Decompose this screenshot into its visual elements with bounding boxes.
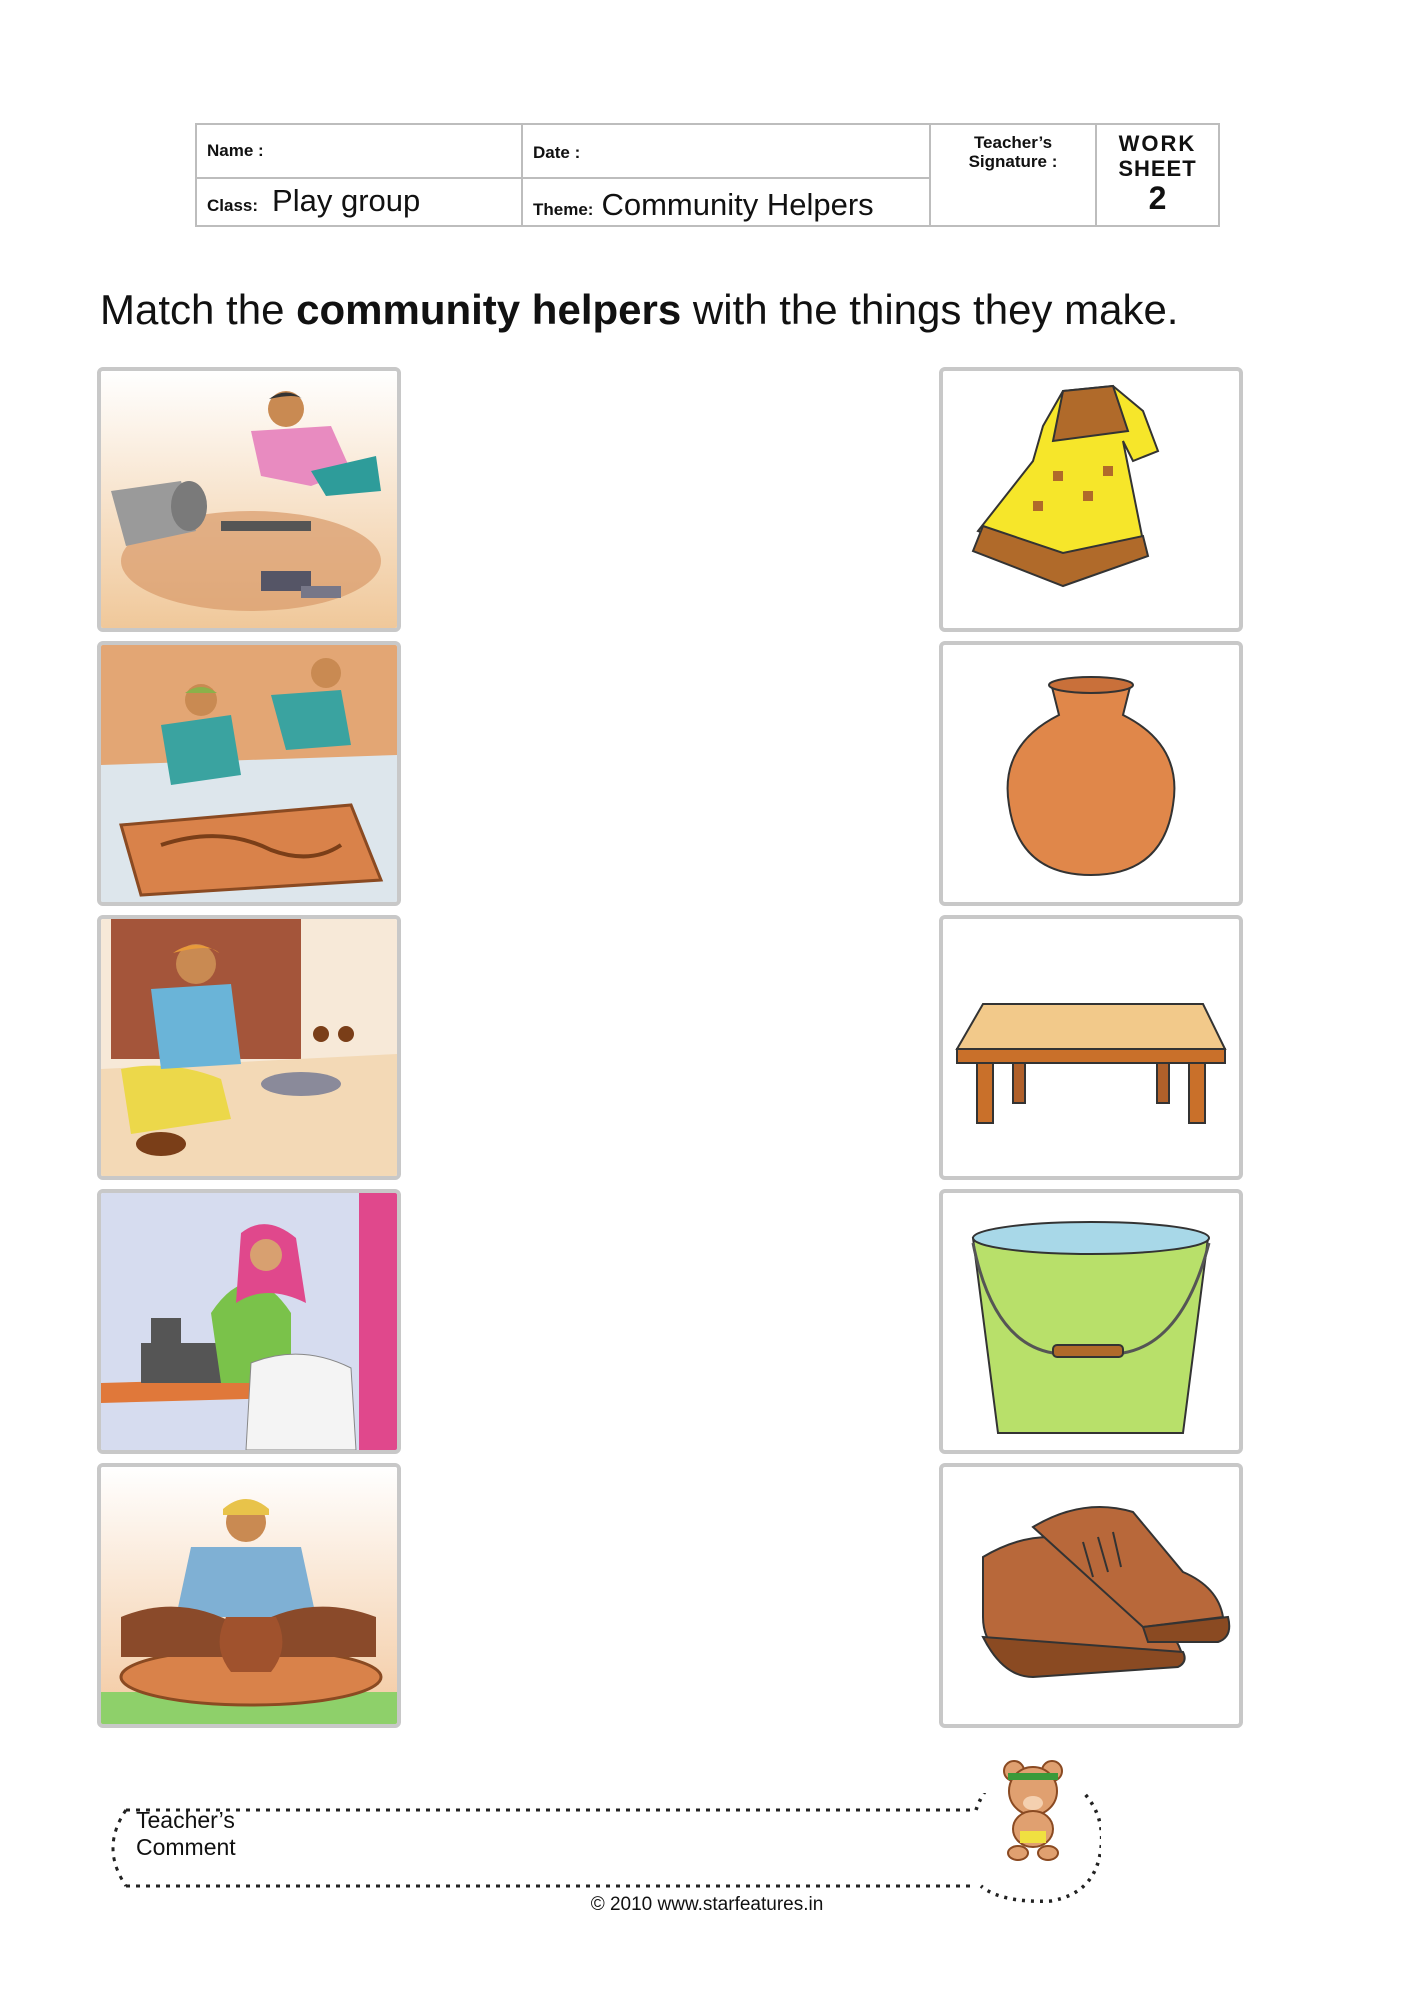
item-card-wooden-table[interactable]	[939, 915, 1243, 1180]
teacher-signature-label-2: Signature :	[968, 152, 1058, 171]
helper-card-potter[interactable]	[97, 1463, 401, 1728]
potter-image	[101, 1467, 397, 1724]
shoes-image	[943, 1467, 1239, 1724]
worksheet-number: 2	[1148, 180, 1167, 216]
wooden-table-image	[943, 919, 1239, 1176]
date-field[interactable]	[533, 143, 580, 163]
worksheet-label-2: SHEET	[1118, 156, 1197, 181]
teacher-signature-field[interactable]	[931, 133, 1095, 171]
comment-border	[96, 1793, 1101, 1903]
instruction-bold: community helpers	[296, 286, 682, 333]
theme-label: Theme:	[533, 200, 594, 219]
worksheet-number-box	[1097, 131, 1218, 215]
theme-field	[533, 187, 874, 223]
helper-card-tailor[interactable]	[97, 1189, 401, 1454]
theme-value: Community Helpers	[601, 187, 874, 222]
copyright-footer: © 2010 www.starfeatures.in	[590, 1894, 824, 1915]
cobbler-image	[101, 919, 397, 1176]
instruction-text	[100, 286, 1178, 334]
teacher-comment-label-2: Comment	[136, 1834, 236, 1860]
dress-image	[943, 371, 1239, 628]
class-label: Class:	[207, 196, 259, 215]
teddy-bear-icon	[994, 1753, 1074, 1863]
teacher-signature-label-1: Teacher’s	[973, 133, 1053, 152]
name-label: Name :	[207, 141, 264, 160]
item-card-bucket[interactable]	[939, 1189, 1243, 1454]
instruction-part-2: with the things they make.	[681, 286, 1179, 333]
item-card-clay-pot[interactable]	[939, 641, 1243, 906]
item-card-shoes[interactable]	[939, 1463, 1243, 1728]
metal-worker-image	[101, 371, 397, 628]
name-field[interactable]	[207, 141, 264, 161]
date-label: Date :	[533, 143, 581, 162]
carpenter-image	[101, 645, 397, 902]
helper-card-cobbler[interactable]	[97, 915, 401, 1180]
bucket-image	[943, 1193, 1239, 1450]
tailor-image	[101, 1193, 397, 1450]
worksheet-header	[195, 123, 1220, 227]
class-value: Play group	[272, 183, 421, 218]
helper-card-carpenter[interactable]	[97, 641, 401, 906]
instruction-part-1: Match the	[100, 286, 297, 333]
teacher-comment-area[interactable]	[96, 1793, 1101, 1903]
item-card-dress[interactable]	[939, 367, 1243, 632]
teacher-comment-label	[136, 1807, 236, 1861]
class-field	[207, 183, 420, 219]
helper-card-metal-worker[interactable]	[97, 367, 401, 632]
teacher-comment-label-1: Teacher’s	[136, 1807, 235, 1833]
worksheet-label-1: WORK	[1118, 131, 1197, 156]
clay-pot-image	[943, 645, 1239, 902]
